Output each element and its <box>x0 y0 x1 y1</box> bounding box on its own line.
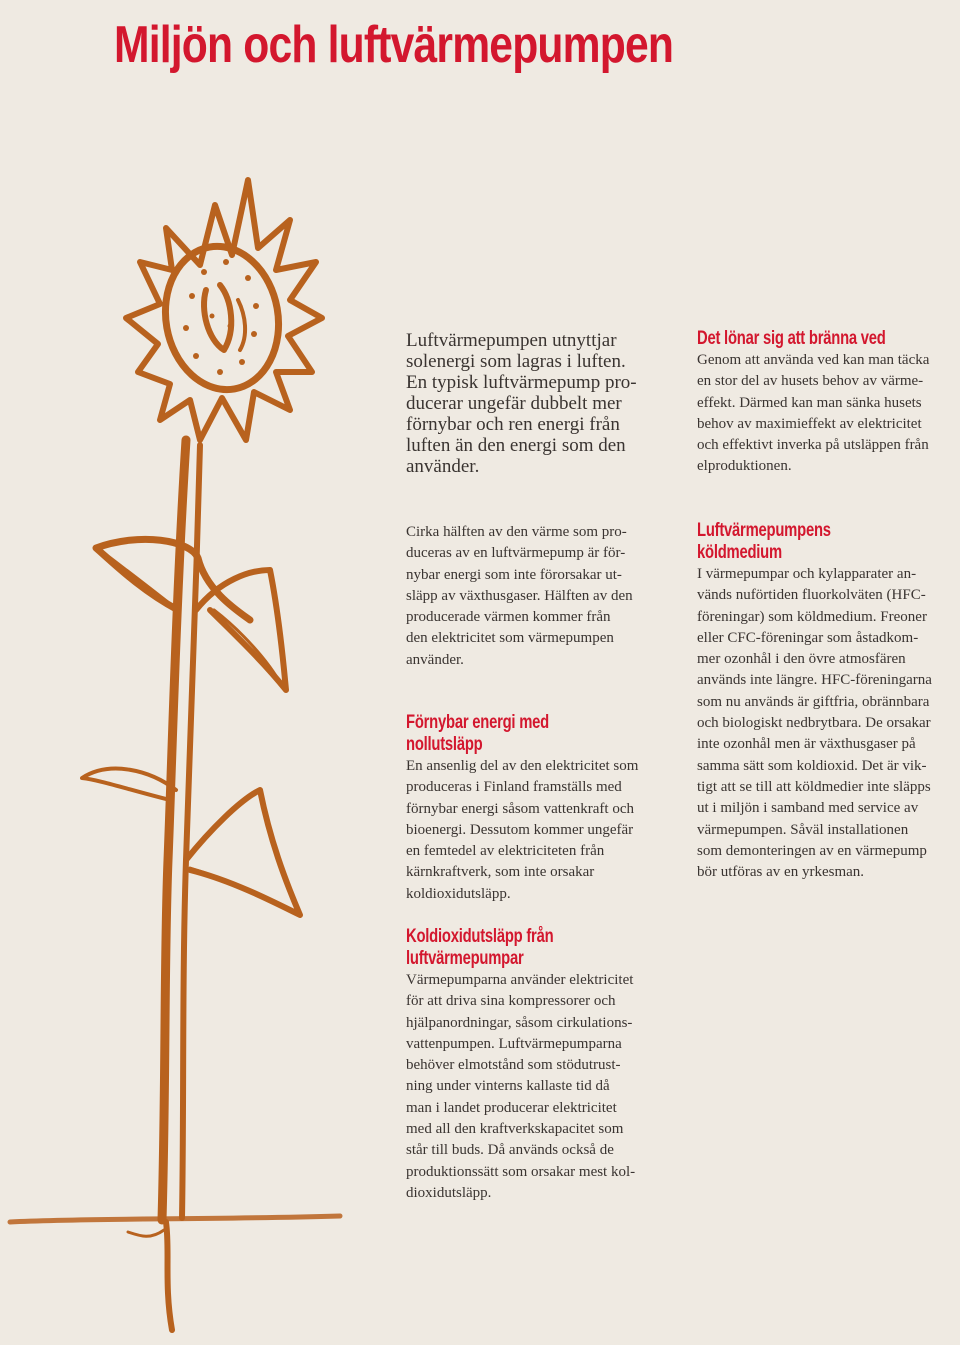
renewable-block <box>406 712 686 905</box>
page-title: Miljön och luftvärmepumpen <box>114 16 674 74</box>
half-heat-block <box>406 522 686 671</box>
leaf-left-lower <box>82 769 176 800</box>
co2-block <box>406 926 686 1204</box>
refrigerant-text: I värmepumpar och kylapparater an- vänds nuförtiden fluorkolväten (HFC- föreningar) som köldmedium. Freoner eller CFC-föreningar som åstadkom- mer ozonhål i den övre atmosfären används inte längre. HFC-föreningarna som nu används är giftfria, obrännbara och biologiskt nedbrytbara. De orsakar inte ozonhål men är växthusgaser på samma sätt som koldioxid. Det är vik- tigt att se till att köldmedier inte släpps ut i miljön i samband med service av värmepumpen. Såväl installationen som demonteringen av en värmepump bör utföras av en yrkesman. <box>697 566 932 881</box>
refrigerant-block <box>697 520 959 883</box>
renewable-heading: Förnybar energi med nollutsläpp <box>406 712 549 755</box>
intro-block <box>406 330 686 477</box>
wood-block <box>697 328 959 478</box>
root-left <box>128 1230 164 1236</box>
intro-text: Luftvärmepumpen utnyttjar solenergi som lagras i luften. En typisk luftvärmepump pro- ducerar ungefär dubbelt mer förnybar och ren energi från luften än den energi som den använder. <box>406 330 637 477</box>
refrigerant-heading: Luftvärmepumpens köldmedium <box>697 520 831 563</box>
leaf-right-lower <box>186 790 300 915</box>
root <box>166 1222 172 1330</box>
ground-line <box>10 1216 340 1222</box>
flower-head <box>154 237 289 398</box>
renewable-text: En ansenlig del av den elektricitet som produceras i Finland framställs med förnybar energi såsom vattenkraft och bioenergi. Dessutom kommer ungefär en femtedel av elektriciteten från kärnkraftverk, som inte orsakar koldioxidutsläpp. <box>406 758 639 902</box>
co2-heading: Koldioxidutsläpp från luftvärmepumpar <box>406 926 554 969</box>
co2-text: Värmepumparna använder elektricitet för att driva sina kompressorer och hjälpanordningar, såsom cirkulations- vattenpumpen. Luftvärmepumparna behöver elmotstånd som stödutrust- ning under vinterns kallaste tid då man i landet producerar elektricitet med all den kraftverkskapacitet som står till buds. Då används också de produktionssätt som orsakar mest kol- dioxidutsläpp. <box>406 972 636 1201</box>
petals <box>126 180 322 440</box>
half-heat-text: Cirka hälften av den värme som pro- duceras av en luftvärmepump är för- nybar energi som inte förorsakar ut- släpp av växthusgaser. Hälften av den producerade värmen kommer från den elektricitet som värmepumpen använder. <box>406 524 633 668</box>
wood-heading: Det lönar sig att bränna ved <box>697 328 886 349</box>
wood-text: Genom att använda ved kan man täcka en stor del av husets behov av värme- effekt. Därmed kan man sänka husets behov av maximieffekt av elektricitet och effektivt inverka på utsläppen från elproduktionen. <box>697 352 930 475</box>
